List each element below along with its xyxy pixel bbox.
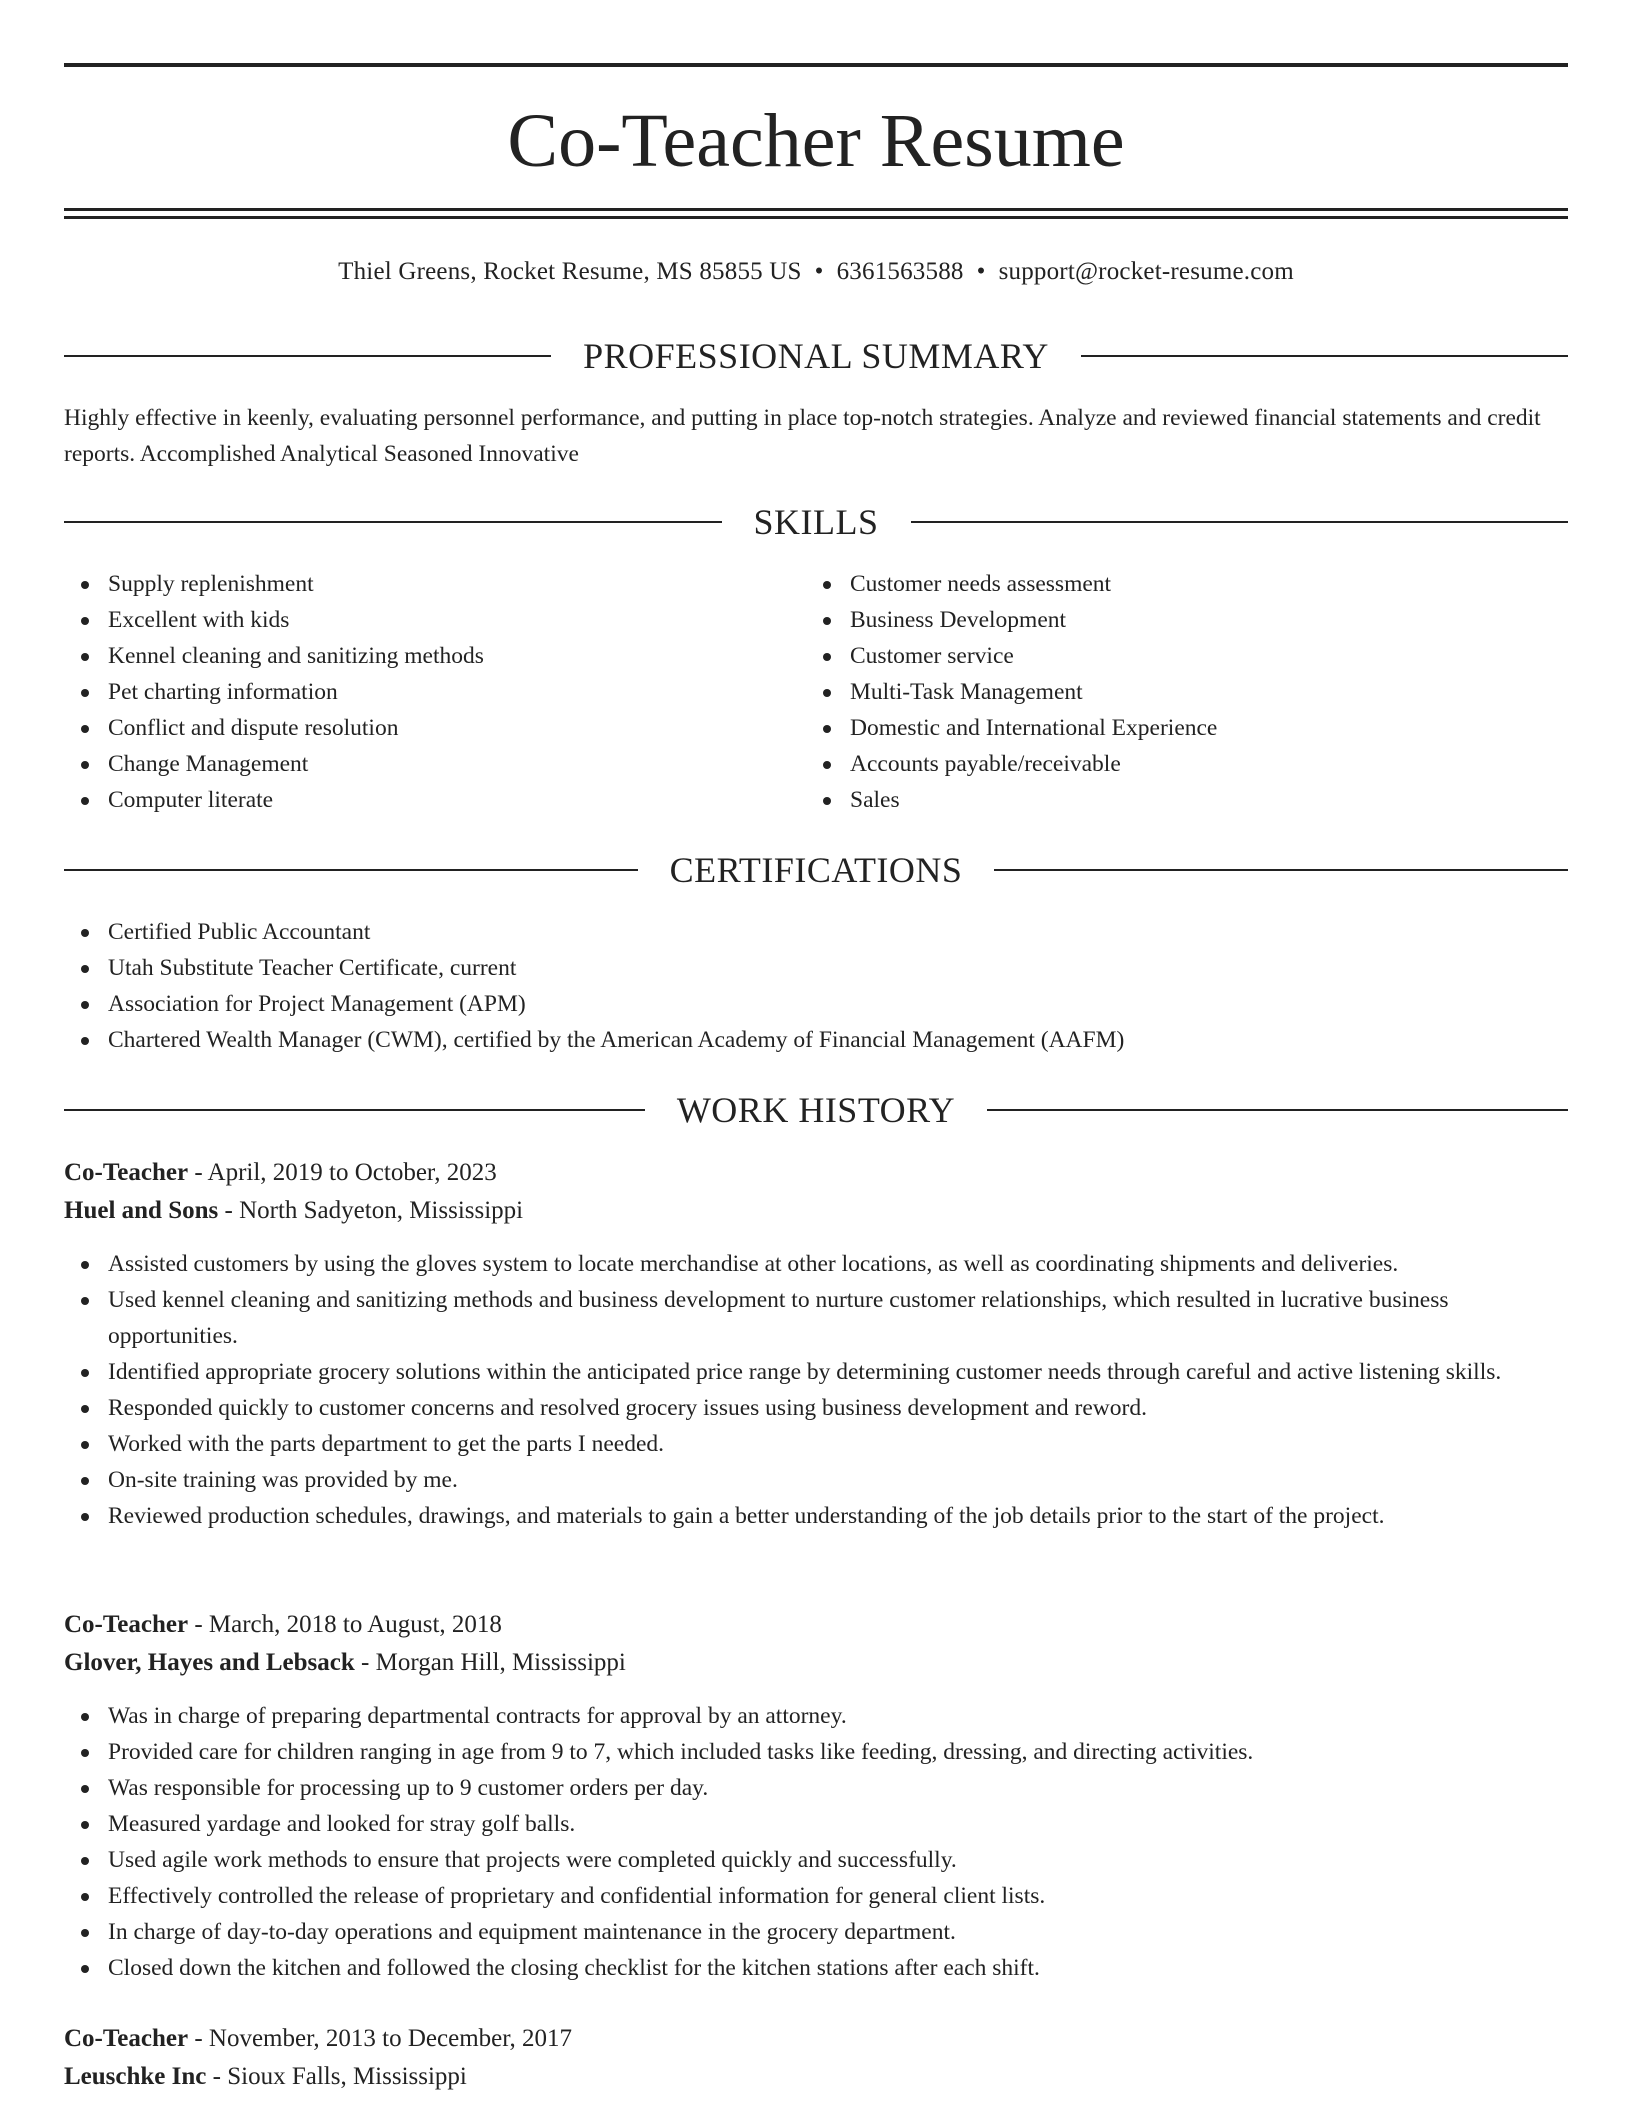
skill-item: Kennel cleaning and sanitizing methods (64, 638, 804, 674)
skill-item: Customer needs assessment (806, 566, 1566, 602)
job-bullet: Used kennel cleaning and sanitizing methods and business development to nurture customer relationships, which resulted in lucrative business opportunities. (64, 1282, 1568, 1354)
job-bullet: Measured yardage and looked for stray golf balls. (64, 1806, 1568, 1842)
job-company: Glover, Hayes and Lebsack (64, 1649, 355, 1676)
skill-item: Excellent with kids (64, 602, 804, 638)
job-title-line (64, 1606, 1568, 1644)
section-rule (994, 869, 1568, 871)
job-dates: April, 2019 to October, 2023 (207, 1159, 497, 1186)
job-bullet: Reviewed production schedules, drawings, and materials to gain a better understanding of the job details prior to the start of the project. (64, 1498, 1568, 1534)
job-bullet: Identified appropriate grocery solutions within the anticipated price range by determining customer needs through careful and active listening skills. (64, 1354, 1568, 1390)
job-dash: - (354, 1649, 376, 1676)
section-heading-summary (64, 334, 1568, 378)
job-bullet: Was in charge of preparing departmental contracts for approval by an attorney. (64, 1698, 1568, 1734)
section-rule (64, 521, 722, 523)
certification-item: Chartered Wealth Manager (CWM), certified by the American Academy of Financial Management (AAFM) (64, 1022, 1568, 1058)
skill-item: Accounts payable/receivable (806, 746, 1566, 782)
header-rule-double-lower (64, 216, 1568, 219)
job-dash: - (188, 1611, 209, 1638)
skill-item: Business Development (806, 602, 1566, 638)
job-location: North Sadyeton, Mississippi (239, 1197, 524, 1224)
certification-item: Certified Public Accountant (64, 914, 1568, 950)
contact-address: Thiel Greens, Rocket Resume, MS 85855 US (338, 258, 802, 285)
section-rule (1081, 355, 1568, 357)
resume-title: Co-Teacher Resume (507, 99, 1125, 183)
skills-list-left (64, 566, 804, 818)
section-heading-certifications (64, 848, 1568, 892)
skills-list-right (806, 566, 1566, 818)
section-heading-work-history (64, 1088, 1568, 1132)
skill-item: Multi-Task Management (806, 674, 1566, 710)
section-title: PROFESSIONAL SUMMARY (583, 336, 1049, 376)
skill-item: Change Management (64, 746, 804, 782)
job-dash: - (218, 1197, 240, 1224)
certification-item: Utah Substitute Teacher Certificate, current (64, 950, 1568, 986)
skill-item: Supply replenishment (64, 566, 804, 602)
job-bullets (64, 1246, 1568, 1534)
section-title: SKILLS (753, 502, 879, 542)
skill-item: Conflict and dispute resolution (64, 710, 804, 746)
contact-line (64, 256, 1568, 288)
skill-item: Domestic and International Experience (806, 710, 1566, 746)
job-company-line (64, 2058, 1568, 2096)
job-bullet: Closed down the kitchen and followed the closing checklist for the kitchen stations after each shift. (64, 1950, 1568, 1986)
job-bullet: Provided care for children ranging in age from 9 to 7, which included tasks like feeding, dressing, and directing activities. (64, 1734, 1568, 1770)
job-title: Co-Teacher (64, 1611, 189, 1638)
job-bullet: Worked with the parts department to get the parts I needed. (64, 1426, 1568, 1462)
job-company-line (64, 1644, 1568, 1682)
job-entry (64, 2020, 1568, 2096)
skill-item: Sales (806, 782, 1566, 818)
job-location: Morgan Hill, Mississippi (375, 1649, 626, 1676)
skill-item: Customer service (806, 638, 1566, 674)
job-entry (64, 1154, 1568, 1534)
section-rule (64, 355, 551, 357)
job-dash: - (188, 2025, 209, 2052)
job-location: Sioux Falls, Mississippi (227, 2063, 467, 2090)
job-title: Co-Teacher (64, 1159, 189, 1186)
contact-separator: • (814, 258, 824, 285)
section-title: CERTIFICATIONS (669, 850, 963, 890)
job-bullet: In charge of day-to-day operations and equipment maintenance in the grocery department. (64, 1914, 1568, 1950)
job-bullet: Assisted customers by using the gloves system to locate merchandise at other locations, as well as coordinating shipments and deliveries. (64, 1246, 1568, 1282)
section-rule (64, 869, 638, 871)
job-company: Leuschke Inc (64, 2063, 207, 2090)
job-title: Co-Teacher (64, 2025, 189, 2052)
skill-item: Pet charting information (64, 674, 804, 710)
contact-phone: 6361563588 (836, 258, 964, 285)
job-dash: - (206, 2063, 228, 2090)
certification-item: Association for Project Management (APM) (64, 986, 1568, 1022)
job-title-line (64, 2020, 1568, 2058)
job-bullet: Was responsible for processing up to 9 customer orders per day. (64, 1770, 1568, 1806)
job-bullet: Responded quickly to customer concerns and resolved grocery issues using business development and reword. (64, 1390, 1568, 1426)
header-rule-double-upper (64, 208, 1568, 211)
job-title-line (64, 1154, 1568, 1192)
job-bullet: Effectively controlled the release of proprietary and confidential information for general client lists. (64, 1878, 1568, 1914)
job-bullet: On-site training was provided by me. (64, 1462, 1568, 1498)
job-entry (64, 1606, 1568, 1986)
header-rule-top (64, 63, 1568, 67)
contact-email: support@rocket-resume.com (998, 258, 1294, 285)
job-dash: - (188, 1159, 208, 1186)
job-dates: November, 2013 to December, 2017 (208, 2025, 573, 2052)
section-rule (911, 521, 1569, 523)
section-rule (987, 1109, 1568, 1111)
certifications-list (64, 914, 1568, 1058)
section-title: WORK HISTORY (676, 1090, 956, 1130)
job-company-line (64, 1192, 1568, 1230)
job-bullet: Used agile work methods to ensure that projects were completed quickly and successfully. (64, 1842, 1568, 1878)
section-heading-skills (64, 500, 1568, 544)
job-dates: March, 2018 to August, 2018 (208, 1611, 502, 1638)
contact-separator: • (976, 258, 986, 285)
skill-item: Computer literate (64, 782, 804, 818)
job-bullets (64, 1698, 1568, 1986)
summary-text: Highly effective in keenly, evaluating personnel performance, and putting in place top-notch strategies. Analyze and reviewed financial statements and credit reports. Accomplished Analytical Seasoned Innovative (64, 405, 1541, 467)
job-company: Huel and Sons (64, 1197, 219, 1224)
section-rule (64, 1109, 645, 1111)
